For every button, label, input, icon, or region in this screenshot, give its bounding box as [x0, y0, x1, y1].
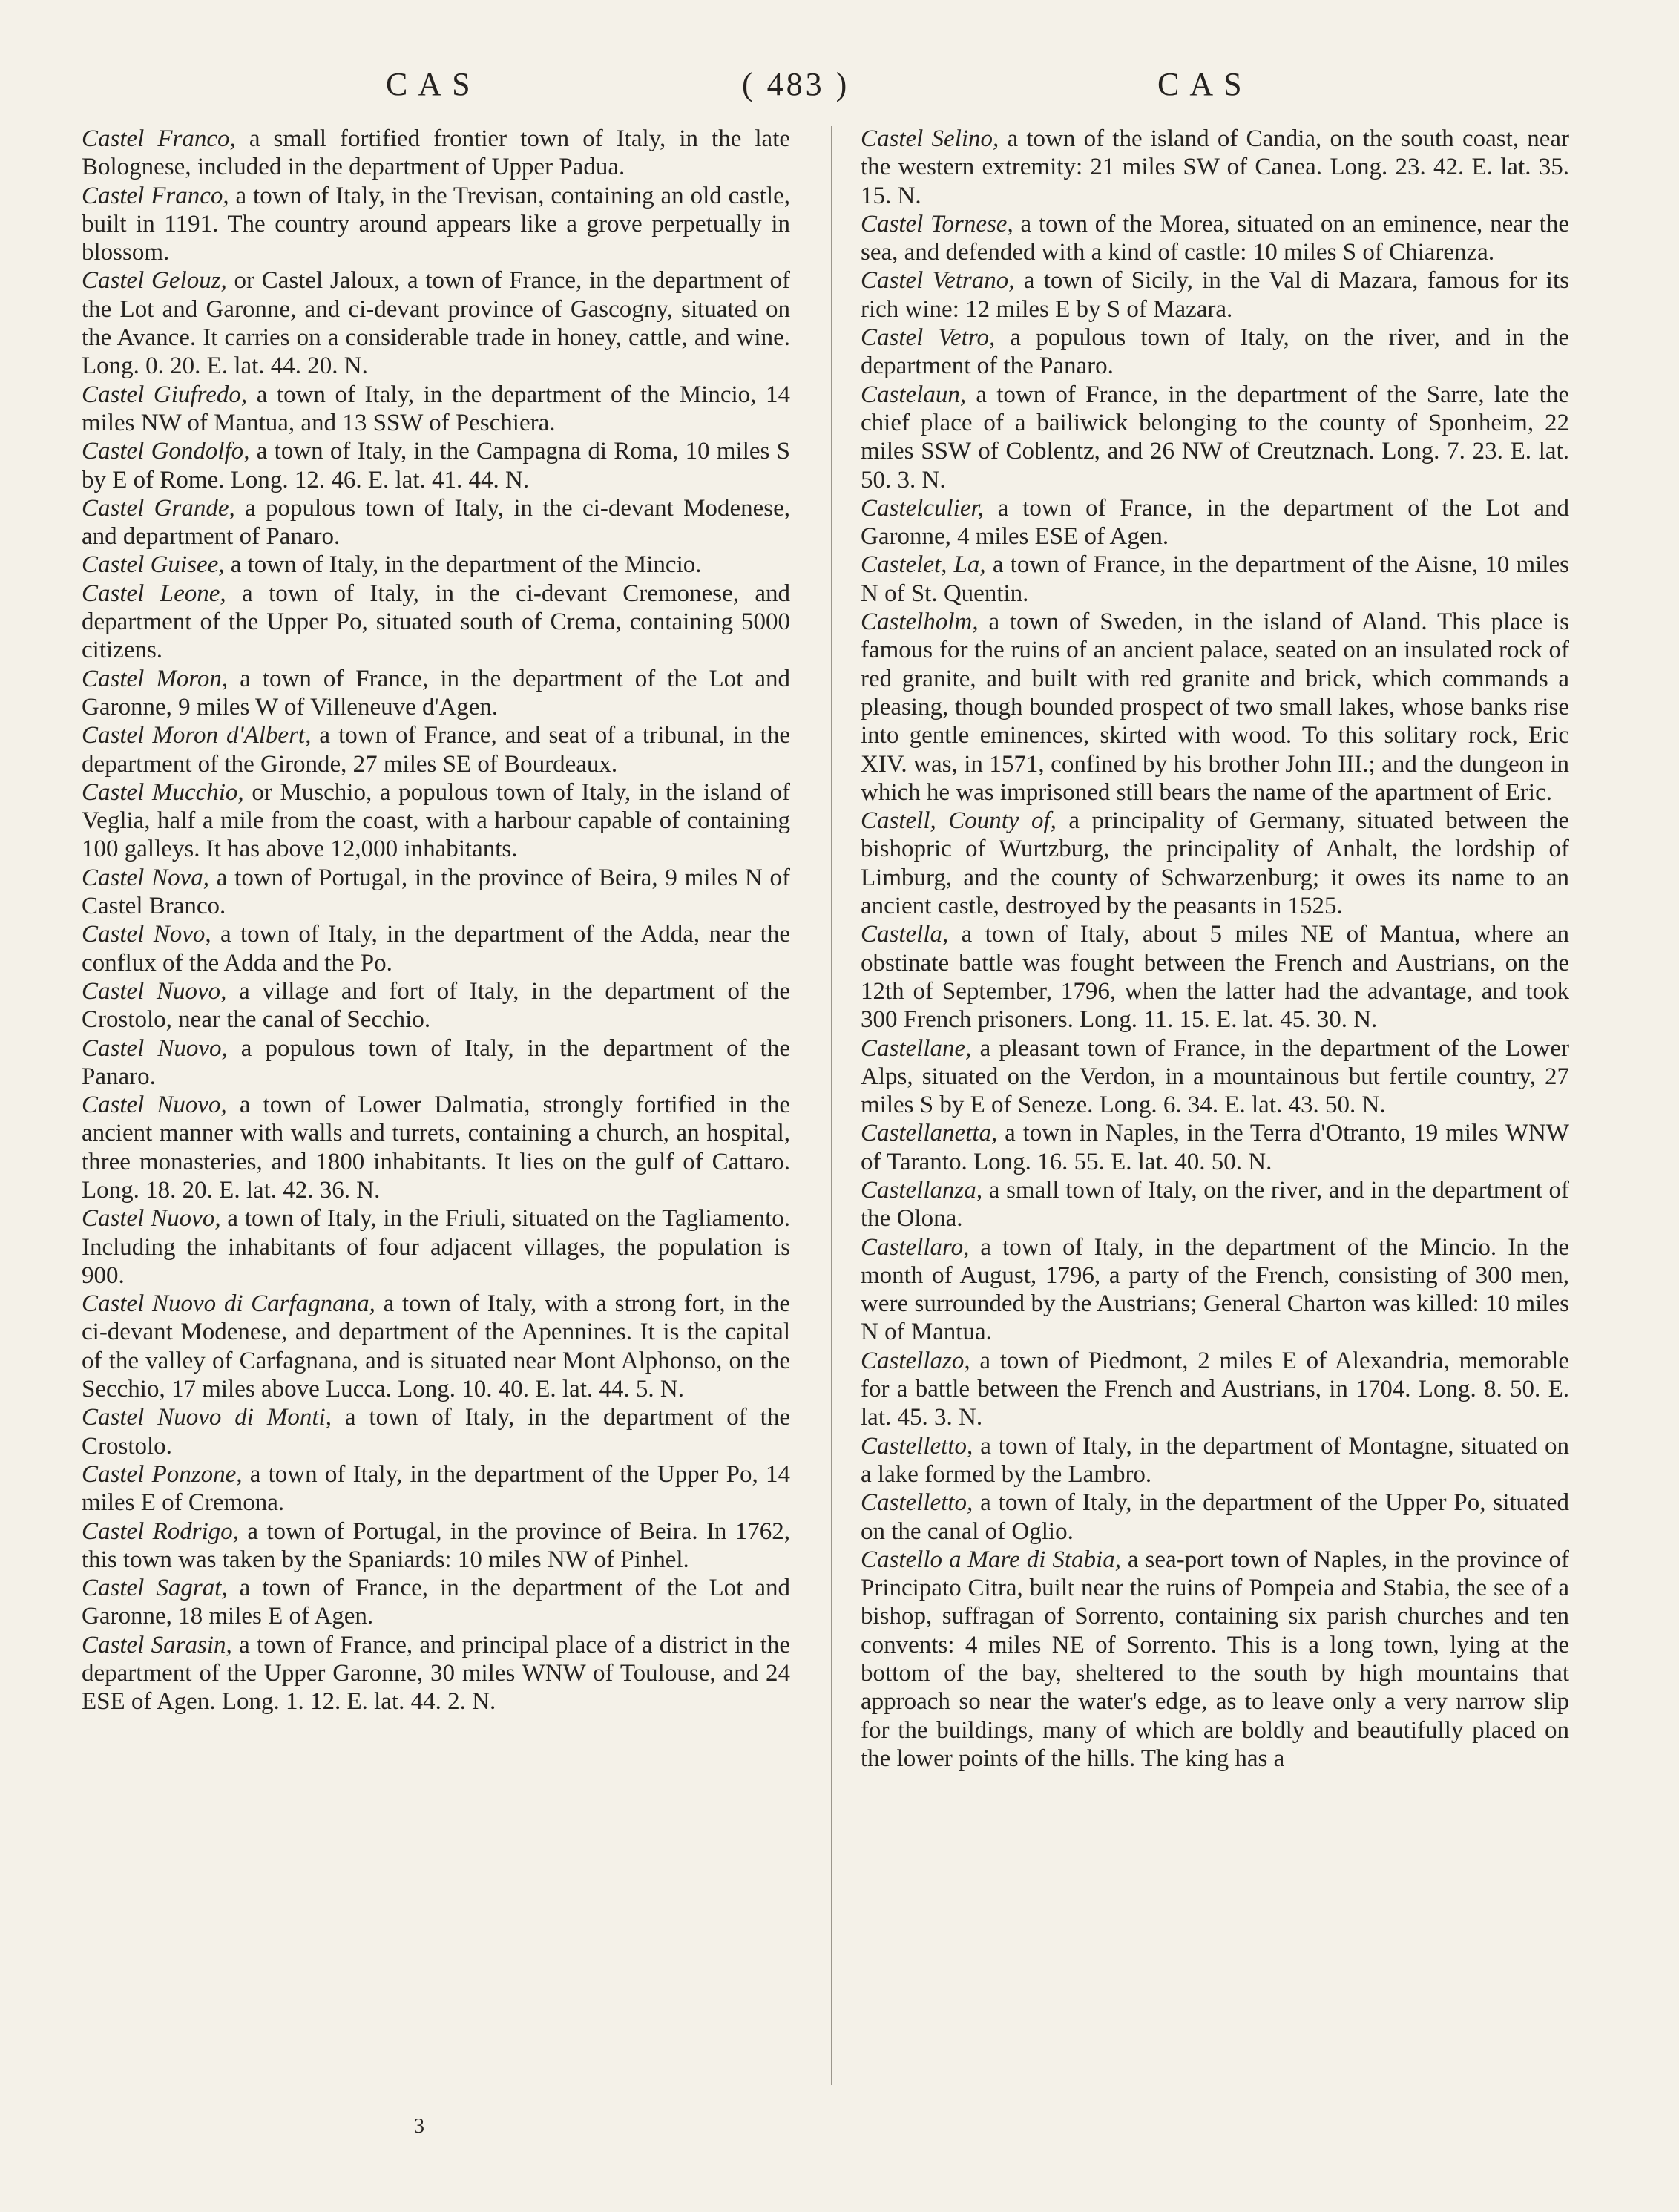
gazetteer-entry [861, 494, 1569, 551]
gazetteer-entry [861, 1176, 1569, 1233]
entry-headword: Castel Nuovo, [82, 977, 227, 1005]
entry-text: a principality of Germany, situated between the bishopric of Wurtzburg, the principality of Anhalt, the lordship of Limburg, and the county of Schwarzenburg; it owes its name to an ancient castle, destroyed by the peasants in 1525. [861, 807, 1569, 920]
running-head [0, 65, 1679, 110]
entry-headword: Castel Ponzone, [82, 1460, 243, 1488]
entry-headword: Castellanza, [861, 1176, 983, 1204]
right-column [861, 125, 1569, 1773]
entry-text: a town of Italy, in the department of the Adda, near the conflux of the Adda and the Po. [82, 921, 790, 977]
entry-text: a town of Portugal, in the province of Beira, 9 miles N of Castel Branco. [82, 864, 791, 920]
entry-headword: Castel Novo, [82, 921, 211, 948]
entry-headword: Castellaro, [861, 1233, 970, 1261]
entry-headword: Castel Nuovo, [82, 1092, 227, 1119]
entry-headword: Castelletto, [861, 1489, 973, 1517]
gazetteer-entry [861, 1233, 1569, 1347]
entry-text: a town of Lower Dalmatia, strongly fortified in the ancient manner with walls and turrets, containing a church, an hospital, three monasteries, and 1800 inhabitants. It lies on the gulf of Cattaro. Long. 18. 20. E. lat. 42. 36. N. [82, 1092, 790, 1204]
entry-headword: Castel Mucchio, [82, 778, 244, 806]
entry-text: a town of Italy, in the department of the Upper Po, 14 miles E of Cremona. [82, 1460, 790, 1517]
entry-headword: Castel Selino, [861, 125, 999, 152]
gazetteer-entry [82, 437, 790, 494]
entry-text: a small fortified frontier town of Italy, in the late Bolognese, included in the department of Upper Padua. [82, 125, 791, 181]
entry-headword: Castel Leone, [82, 580, 226, 607]
entry-headword: Castell, County of, [861, 807, 1057, 835]
entry-text: a small town of Italy, on the river, and in the department of the Olona. [861, 1176, 1569, 1233]
entry-headword: Castel Gondolfo, [82, 438, 250, 465]
entry-headword: Castel Nuovo di Carfagnana, [82, 1290, 375, 1318]
running-head-right: CAS [1157, 66, 1252, 102]
gazetteer-entry [82, 125, 790, 182]
gazetteer-entry [861, 1347, 1569, 1432]
entry-headword: Castelaun, [861, 381, 967, 408]
gazetteer-entry [82, 1631, 790, 1716]
page-number: ( 483 ) [742, 66, 850, 102]
entry-text: a populous town of Italy, in the ci-devant Modenese, and department of Panaro. [82, 494, 790, 551]
gazetteer-entry [82, 1403, 790, 1460]
gazetteer-entry [861, 1489, 1569, 1546]
gazetteer-entry [82, 920, 790, 977]
gazetteer-entry [82, 551, 790, 579]
entry-headword: Castel Sarasin, [82, 1631, 232, 1658]
gazetteer-entry [82, 1290, 790, 1403]
entry-headword: Castel Sagrat, [82, 1575, 228, 1602]
entry-headword: Castel Guisee, [82, 551, 225, 579]
gazetteer-entry [82, 1034, 790, 1092]
entry-headword: Castel Nuovo, [82, 1205, 221, 1233]
entry-text: a sea-port town of Naples, in the province of Principato Citra, built near the ruins of Pompeia and Stabia, the see of a bishop, suffragan of Sorrento, containing six parish churches and ten convents: 4 miles NE of Sorrento. This is a long town, lying at the bottom of the bay, sheltered to the south by high mountains that approach so near the water's edge, as to leave only a very narrow slip for the buildings, many of which are boldly and beautifully placed on the lower points of the hills. The king has a [861, 1546, 1570, 1772]
entry-text: a town of France, in the department of the Lot and Garonne, 9 miles W of Villeneuve d'Agen. [82, 665, 790, 721]
entry-headword: Castel Gelouz, [82, 267, 227, 295]
entry-headword: Castel Franco, [82, 182, 229, 209]
gazetteer-entry [82, 266, 790, 380]
gazetteer-entry [82, 778, 790, 864]
gazetteer-entry [82, 1460, 790, 1517]
entry-text: a town of France, in the department of the Lot and Garonne, 4 miles ESE of Agen. [861, 494, 1569, 551]
entry-text: a town of Portugal, in the province of Beira. In 1762, this town was taken by the Spaniards: 10 miles NW of Pinhel. [82, 1517, 790, 1573]
entry-text: a town of Italy, in the ci-devant Cremonese, and department of the Upper Po, situated south of Crema, containing 5000 citizens. [82, 580, 791, 664]
entry-headword: Castel Giufredo, [82, 381, 248, 408]
gazetteer-entry [861, 1034, 1569, 1120]
entry-text: a town of the Morea, situated on an eminence, near the sea, and defended with a kind of castle: 10 miles S of Chiarenza. [861, 210, 1570, 266]
entry-headword: Castel Nuovo, [82, 1034, 228, 1062]
gazetteer-entry [82, 1204, 790, 1290]
gazetteer-entry [82, 665, 790, 722]
entry-text: a pleasant town of France, in the department of the Lower Alps, situated on the Verdon, in a mountainous but fertile country, 27 miles S by E of Seneze. Long. 6. 34. E. lat. 43. 50. N. [861, 1034, 1569, 1119]
gazetteer-entry [861, 608, 1569, 807]
gazetteer-entry [861, 920, 1569, 1034]
entry-headword: Castellazo, [861, 1347, 970, 1374]
gazetteer-entry [82, 1574, 790, 1631]
entry-text: a town of Italy, in the department of the Mincio, 14 miles NW of Mantua, and 13 SSW of Peschiera. [82, 381, 790, 436]
gazetteer-entry [861, 551, 1569, 608]
gazetteer-entry [861, 381, 1569, 494]
entry-text: a town of Sweden, in the island of Aland. This place is famous for the ruins of an ancient palace, seated on an insulated rock of red granite, and built with red granite and brick, which commands a pleasing, though bounded prospect of two small lakes, whose banks rise into gentle eminences, skirted with wood. To this solitary rock, Eric XIV. was, in 1571, confined by his brother John III.; and the dungeon in which he was imprisoned still bears the name of the apartment of Eric. [861, 608, 1569, 806]
entry-text: a town of Italy, in the department of the Crostolo. [82, 1404, 790, 1460]
gazetteer-entry [82, 864, 790, 921]
entry-text: a populous town of Italy, in the department of the Panaro. [82, 1034, 791, 1090]
gazetteer-entry [82, 1091, 790, 1204]
gazetteer-entry [82, 182, 790, 267]
entry-headword: Castellanetta, [861, 1120, 998, 1147]
entry-text: a town of France, in the department of the Lot and Garonne, 18 miles E of Agen. [82, 1575, 790, 1630]
entry-headword: Castelletto, [861, 1432, 973, 1460]
entry-text: a town of France, in the department of the Sarre, late the chief place of a bailiwick belonging to the county of Sponheim, 22 miles SSW of Coblentz, and 26 NW of Creutznach. Long. 7. 23. E. lat. 50. 3. N. [861, 381, 1569, 493]
entry-headword: Castello a Mare di Stabia, [861, 1546, 1121, 1573]
column-divider [831, 126, 832, 2085]
entry-headword: Castellane, [861, 1034, 972, 1062]
entry-text: a town of Sicily, in the Val di Mazara, famous for its rich wine: 12 miles E by S of Mazara. [861, 267, 1569, 323]
entry-text: a town of France, in the department of the Aisne, 10 miles N of St. Quentin. [861, 551, 1569, 607]
gazetteer-entry [861, 1546, 1569, 1773]
gazetteer-entry [861, 807, 1569, 920]
gazetteer-entry [82, 1517, 790, 1575]
gazetteer-entry [82, 381, 790, 438]
gazetteer-entry [861, 324, 1569, 381]
entry-text: a populous town of Italy, on the river, and in the department of the Panaro. [861, 324, 1569, 380]
entry-headword: Castel Franco, [82, 125, 236, 152]
entry-headword: Castel Moron, [82, 665, 229, 692]
entry-text: a town of Italy, about 5 miles NE of Mantua, where an obstinate battle was fought between the French and Austrians, on the 12th of September, 1796, when the latter had the advantage, and took 300 French prisoners. Long. 11. 15. E. lat. 45. 30. N. [861, 921, 1569, 1034]
entry-text: or Castel Jaloux, a town of France, in the department of the Lot and Garonne, and ci-devant province of Gascogny, situated on the Avance. It carries on a considerable trade in honey, cattle, and wine. Long. 0. 20. E. lat. 44. 20. N. [82, 267, 790, 380]
gazetteer-entry [861, 1119, 1569, 1176]
entry-text: a village and fort of Italy, in the department of the Crostolo, near the canal of Secchio. [82, 977, 790, 1034]
entry-headword: Castelet, La, [861, 551, 986, 579]
entry-headword: Castella, [861, 921, 949, 948]
entry-text: a town of Italy, in the department of the Upper Po, situated on the canal of Oglio. [861, 1489, 1569, 1545]
entry-headword: Castel Moron d'Albert, [82, 722, 312, 749]
gazetteer-entry [82, 721, 790, 778]
entry-text: a town of Italy, in the Campagna di Roma, 10 miles S by E of Rome. Long. 12. 46. E. lat. 41. 44. N. [82, 438, 790, 493]
gazetteer-entry [861, 1432, 1569, 1489]
gazetteer-entry [861, 210, 1569, 267]
entry-headword: Castel Vetro, [861, 324, 996, 352]
entry-text: a town in Naples, in the Terra d'Otranto, 19 miles WNW of Taranto. Long. 16. 55. E. lat. 40. 50. N. [861, 1120, 1569, 1175]
entry-text: a town of France, and seat of a tribunal, in the department of the Gironde, 27 miles SE of Bourdeaux. [82, 722, 790, 778]
entry-text: a town of Italy, in the Trevisan, containing an old castle, built in 1191. The country around appears like a grove perpetually in blossom. [82, 182, 790, 266]
entry-text: a town of the island of Candia, on the south coast, near the western extremity: 21 miles SW of Canea. Long. 23. 42. E. lat. 35. 15. N. [861, 125, 1570, 209]
entry-headword: Castel Grande, [82, 494, 235, 522]
entry-headword: Castel Nova, [82, 864, 210, 891]
entry-text: a town of Italy, in the department of the Mincio. [224, 551, 702, 579]
gazetteer-entry [861, 266, 1569, 324]
entry-text: a town of Italy, with a strong fort, in the ci-devant Modenese, and department of the Apennines. It is the capital of the valley of Carfagnana, and is situated near Mont Alphonso, on the Secchio, 17 miles above Lucca. Long. 10. 40. E. lat. 44. 5. N. [82, 1290, 790, 1403]
entry-text: or Muschio, a populous town of Italy, in the island of Veglia, half a mile from the coast, with a harbour capable of containing 100 galleys. It has above 12,000 inhabitants. [82, 778, 790, 863]
entry-headword: Castelculier, [861, 494, 984, 522]
entry-text: a town of Piedmont, 2 miles E of Alexandria, memorable for a battle between the French and Austrians, in 1704. Long. 8. 50. E. lat. 45. 3. N. [861, 1347, 1569, 1431]
entry-headword: Castel Tornese, [861, 210, 1013, 237]
entry-text: a town of Italy, in the Friuli, situated on the Tagliamento. Including the inhabitants of four adjacent villages, the population is 900. [82, 1205, 790, 1289]
entry-text: a town of France, and principal place of a district in the department of the Upper Garonne, 30 miles WNW of Toulouse, and 24 ESE of Agen. Long. 1. 12. E. lat. 44. 2. N. [82, 1631, 790, 1716]
printer-signature: 3 [414, 2115, 424, 2138]
entry-text: a town of Italy, in the department of the Mincio. In the month of August, 1796, a party of the French, consisting of 300 men, were surrounded by the Austrians; General Charton was killed: 10 miles N of Mantua. [861, 1233, 1569, 1346]
gazetteer-entry [82, 580, 790, 665]
gazetteer-entry [861, 125, 1569, 210]
left-column [82, 125, 790, 1716]
entry-headword: Castel Nuovo di Monti, [82, 1404, 332, 1431]
gazetteer-entry [82, 977, 790, 1034]
gazetteer-entry [82, 494, 790, 551]
entry-headword: Castel Vetrano, [861, 267, 1015, 295]
entry-text: a town of Italy, in the department of Montagne, situated on a lake formed by the Lambro. [861, 1432, 1569, 1488]
entry-headword: Castelholm, [861, 608, 979, 636]
entry-headword: Castel Rodrigo, [82, 1517, 240, 1545]
running-head-left: CAS [386, 66, 481, 102]
